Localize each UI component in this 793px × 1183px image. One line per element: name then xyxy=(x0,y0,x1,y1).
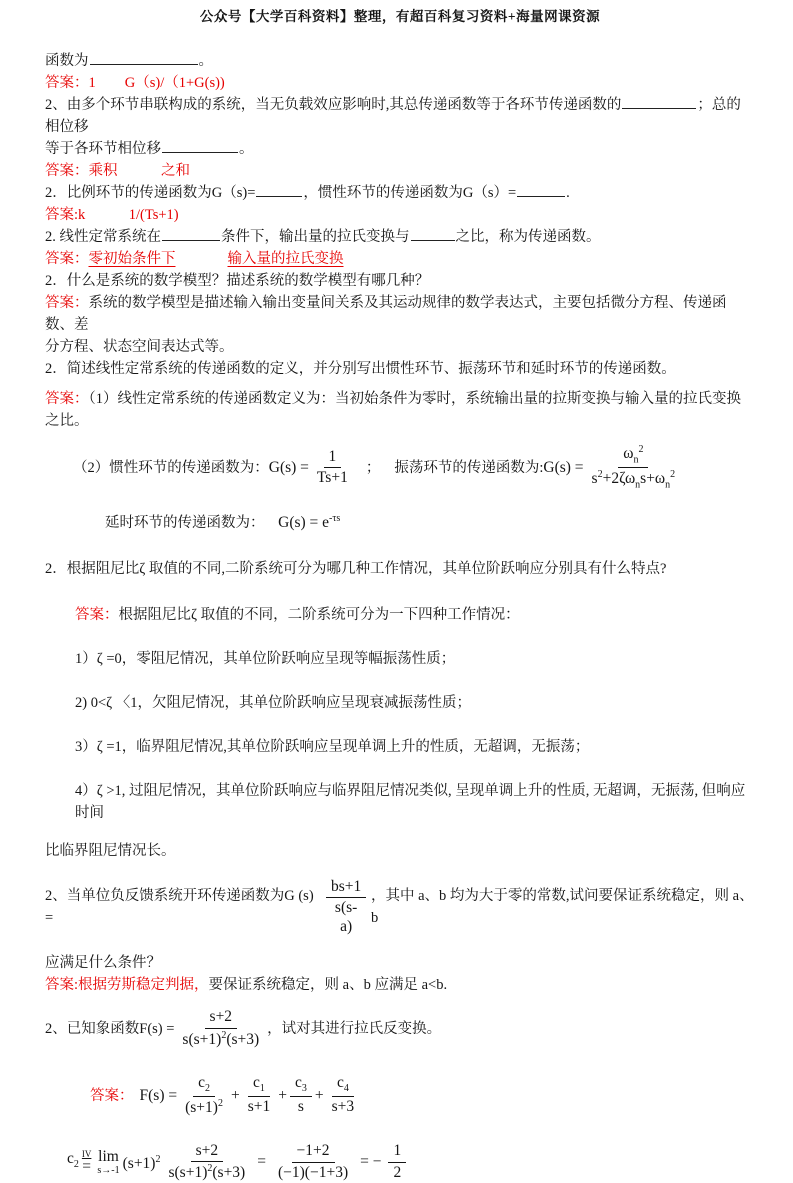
question-text: ，试对其进行拉氏反变换。 xyxy=(267,1021,442,1038)
fraction-denominator: Ts+1 xyxy=(316,469,348,487)
answer-label: 答案: xyxy=(45,207,79,223)
list-item: 2) 0<ζ 〈1，欠阻尼情况，其单位阶跃响应呈现衰减振荡性质； xyxy=(75,694,472,711)
math-symbol: $c_2$ xyxy=(67,1150,79,1171)
equals-sign: = xyxy=(82,1158,92,1176)
plus-operator: + xyxy=(230,1086,240,1104)
answer-label: 答案： xyxy=(45,391,89,407)
fraction-denominator: $s(s+1)^2(s+3)$ xyxy=(168,1163,246,1182)
question-text: 2、已知象函数F(s) = xyxy=(45,1021,175,1038)
formula-label: 延时环节的传递函数为： xyxy=(105,514,265,531)
blank-underline xyxy=(162,226,220,241)
question-text: 条件下，输出量的拉氏变换与 xyxy=(221,229,410,245)
fraction-denominator: s+1 xyxy=(247,1098,271,1116)
blank-underline xyxy=(256,182,302,197)
answer-line xyxy=(45,292,755,336)
question-text: 2、当单位负反馈系统开环传递函数为G (s) = xyxy=(45,888,314,927)
fraction xyxy=(177,1008,264,1049)
question-text: 函数为 xyxy=(45,53,89,69)
question-text: ；总的相位移 xyxy=(45,97,741,135)
question-line xyxy=(45,1008,755,1049)
answer-line xyxy=(45,160,755,182)
question-text: 2、由多个环节串联构成的系统，当无负载效应影响时,其总传递函数等于各环节传递函数的 xyxy=(45,97,622,113)
answer-label: 答案： xyxy=(45,163,89,179)
lim-text: lim xyxy=(98,1147,119,1165)
fraction xyxy=(243,1074,276,1117)
question-line: 2．根据阻尼比ζ 取值的不同,二阶系统可分为哪几种工作情况，其单位阶跃响应分别具有什么特点? xyxy=(45,560,667,577)
fraction-denominator: (−1)(−1+3) xyxy=(277,1163,349,1181)
fraction xyxy=(273,1142,353,1182)
answer-label: 答案： xyxy=(90,1087,134,1104)
equals-sign: = xyxy=(257,1153,266,1171)
answer-text: 系统的数学模型是描述输入输出变量间关系及其运动规律的数学表达式，主要包括微分方程、传递函数、差 xyxy=(45,295,727,333)
answer-text: 输入量的拉氏变换 xyxy=(227,251,344,267)
fraction-denominator: $s(s+1)^2(s+3)$ xyxy=(182,1030,260,1049)
question-text: ，惯性环节的传递函数为G（s）= xyxy=(303,185,517,201)
math-expression: $G(s) = e^{-\tau s}$ xyxy=(278,512,341,531)
separator: ； xyxy=(365,459,381,476)
fraction xyxy=(163,1142,250,1183)
plus-operator: + xyxy=(314,1086,324,1104)
answer-line xyxy=(45,1074,755,1118)
answer-label: 答案： xyxy=(45,251,89,267)
question-line: 应满足什么条件？ xyxy=(45,955,161,972)
answer-label: 答案： xyxy=(45,295,89,311)
question-text: 。 xyxy=(198,53,213,69)
fraction xyxy=(388,1142,406,1182)
fraction xyxy=(312,448,353,488)
fraction-numerator: bs+1 xyxy=(326,878,366,899)
fraction xyxy=(327,1074,360,1117)
question-line: 2．简述线性定常系统的传递函数的定义，并分别写出惯性环节、振荡环节和延时环节的传递函数。 xyxy=(45,361,676,377)
answer-text: 要保证系统稳定，则 a、b 应满足 a<b. xyxy=(208,977,448,994)
answer-text: 零初始条件下 xyxy=(88,251,176,267)
page-title: 公众号【大学百科资料】整理，有超百科复习资料+海量网课资源 xyxy=(199,9,601,24)
question-line xyxy=(45,138,755,160)
fraction-denominator: $s^2+2\zeta\omega_ns+\omega_n^2$ xyxy=(591,469,676,491)
answer-line xyxy=(45,974,755,996)
fraction xyxy=(324,878,368,937)
equals-sign: = − xyxy=(360,1153,382,1171)
equals-with-tag xyxy=(82,1150,92,1175)
answer-text: 1 G（s)/（1+G(s)) xyxy=(88,75,225,91)
question-text: 等于各环节相位移 xyxy=(45,141,161,157)
fraction xyxy=(587,444,681,492)
fraction-numerator: $\omega_n^2$ xyxy=(618,444,648,468)
answer-text: k 1/(Ts+1) xyxy=(78,207,179,223)
list-item: 4）ζ >1, 过阻尼情况，其单位阶跃响应与临界阻尼情况类似, 呈现单调上升的性质, 无超调，无振荡, 但响应时间 xyxy=(75,782,746,821)
list-item: 1）ζ =0，零阻尼情况，其单位阶跃响应呈现等幅振荡性质； xyxy=(75,650,456,667)
fraction-numerator: 1 xyxy=(324,448,342,469)
blank-underline xyxy=(411,226,455,241)
question-line xyxy=(45,182,755,204)
math-lead: G(s) = xyxy=(543,458,584,476)
equation-tag: IV xyxy=(81,1149,92,1160)
math-lead: F(s) = xyxy=(139,1086,178,1104)
math-derivation-line xyxy=(45,1142,755,1183)
formula-label: 振荡环节的传递函数为: xyxy=(394,459,544,476)
blank-underline xyxy=(622,94,696,109)
limit-operator xyxy=(97,1149,119,1177)
answer-label: 答案： xyxy=(75,606,119,623)
fraction-numerator: $c_2$ xyxy=(193,1074,215,1097)
answer-text: 根据阻尼比ζ 取值的不同，二阶系统可分为一下四种工作情况： xyxy=(118,606,520,623)
question-line xyxy=(45,94,755,138)
question-text: ，其中 a、b 均为大于零的常数,试问要保证系统稳定，则 a、b xyxy=(371,888,754,927)
question-text: 2．比例环节的传递函数为G（s)= xyxy=(45,185,256,201)
fraction-numerator: s+2 xyxy=(205,1008,238,1029)
answer-line xyxy=(45,388,755,432)
fraction-numerator: $c_1$ xyxy=(248,1074,270,1097)
plus-operator: + xyxy=(278,1086,287,1104)
question-text: 之比，称为传递函数。 xyxy=(455,229,601,245)
formula-row xyxy=(45,444,755,492)
fraction-numerator: $c_4$ xyxy=(332,1074,354,1097)
fraction-denominator: s xyxy=(297,1098,304,1116)
answer-line xyxy=(45,248,755,270)
fraction-denominator: $(s+1)^2$ xyxy=(185,1097,223,1117)
lim-subscript: s→-1 xyxy=(97,1165,120,1177)
formula-row xyxy=(45,508,755,534)
question-text: 。 xyxy=(239,141,254,157)
fraction-denominator: s(s-a) xyxy=(334,899,358,935)
fraction xyxy=(290,1074,312,1117)
answer-text: 答案:根据劳斯稳定判据， xyxy=(45,977,209,994)
math-lead: G(s) = xyxy=(268,458,309,476)
formula-label: （2）惯性环节的传递函数为： xyxy=(73,459,269,476)
question-text: 2. 线性定常系统在 xyxy=(45,229,161,245)
answer-line xyxy=(45,204,755,226)
blank-underline xyxy=(517,182,565,197)
list-item: 3）ζ =1，临界阻尼情况,其单位阶跃响应呈现单调上升的性质，无超调，无振荡； xyxy=(75,738,590,755)
fraction-numerator: $c_3$ xyxy=(290,1074,312,1097)
list-item: 比临界阻尼情况长。 xyxy=(45,842,176,859)
fraction-denominator: s+3 xyxy=(331,1098,355,1116)
question-line: 2．什么是系统的数学模型？描述系统的数学模型有哪几种？ xyxy=(45,273,430,289)
fraction xyxy=(180,1074,228,1118)
answer-label: 答案： xyxy=(45,75,89,91)
fraction-numerator: −1+2 xyxy=(292,1142,335,1163)
question-text: . xyxy=(566,185,570,201)
fraction-numerator: s+2 xyxy=(191,1142,224,1163)
answer-line xyxy=(45,72,755,94)
question-line xyxy=(45,226,755,248)
question-line xyxy=(45,878,755,937)
answer-line xyxy=(45,604,755,626)
answer-text: 乘积 之和 xyxy=(88,163,190,179)
blank-underline xyxy=(162,138,238,153)
answer-text: （1）线性定常系统的传递函数定义为：当初始条件为零时，系统输出量的拉斯变换与输入量的拉氏变换之比。 xyxy=(45,391,741,429)
math-factor: $(s+1)^2$ xyxy=(122,1154,161,1173)
blank-underline xyxy=(90,50,198,65)
question-line xyxy=(45,50,755,72)
fraction-numerator: 1 xyxy=(388,1142,406,1163)
answer-line: 分方程、状态空间表达式等。 xyxy=(45,339,234,355)
fraction-denominator: 2 xyxy=(393,1163,402,1181)
